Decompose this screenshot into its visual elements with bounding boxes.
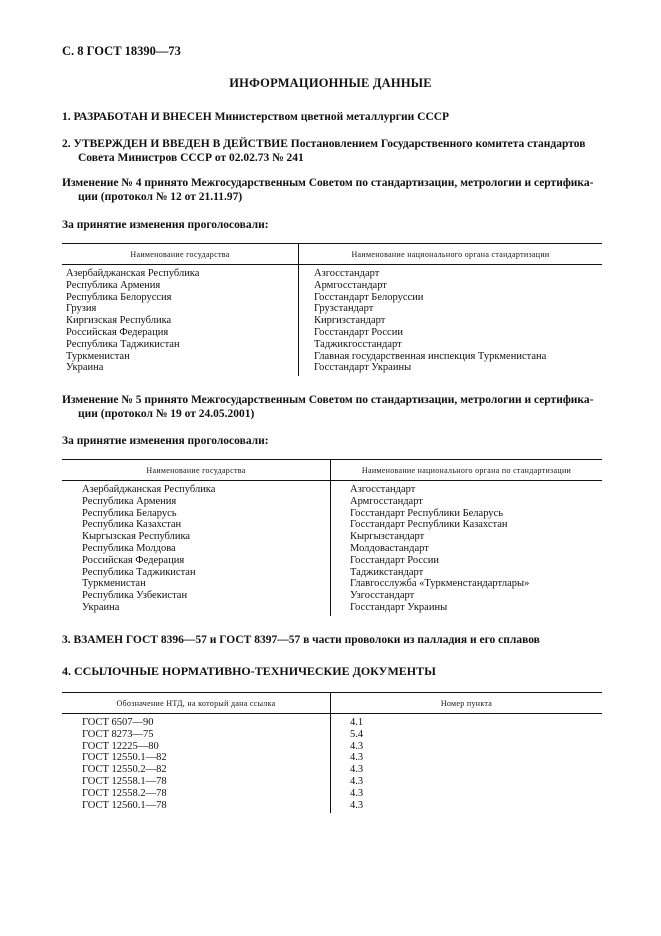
- list-item: ГОСТ 12558.1—78: [82, 775, 167, 787]
- list-item: Молдовастандарт: [350, 542, 429, 554]
- section-2-line1: УТВЕРЖДЕН И ВВЕДЕН В ДЕЙСТВИЕ Постановлением Государственного комитета стандартов: [73, 138, 586, 150]
- change-4-header-state: Наименование государства: [130, 249, 230, 259]
- list-item: Госстандарт Украины: [350, 601, 448, 613]
- section-1: [62, 110, 449, 124]
- list-item: 4.1: [350, 717, 364, 728]
- change-4-line2: ции (протокол № 12 от 21.11.97): [78, 191, 243, 203]
- list-item: Азгосстандарт: [350, 484, 416, 495]
- list-item: ГОСТ 12550.1—82: [82, 752, 167, 764]
- list-item: 4.3: [350, 764, 364, 776]
- page-reference: С. 8 ГОСТ 18390—73: [62, 44, 181, 58]
- list-item: Госстандарт России: [314, 326, 403, 338]
- list-item: Российская Федерация: [66, 326, 169, 338]
- references-table: [62, 692, 602, 813]
- section-3-number: 3.: [62, 634, 71, 646]
- list-item: Азербайджанская Республика: [82, 484, 216, 495]
- list-item: ГОСТ 12560.1—78: [82, 799, 167, 811]
- section-1-number: 1.: [62, 111, 71, 123]
- change-5-states-column: [62, 481, 331, 616]
- list-item: ГОСТ 6507—90: [82, 717, 154, 728]
- references-header-document: Обозначение НТД, на который дана ссылка: [116, 698, 276, 708]
- list-item: Азербайджанская Республика: [66, 268, 200, 279]
- list-item: Армгосстандарт: [314, 279, 387, 291]
- list-item: Республика Белоруссия: [66, 291, 172, 303]
- list-item: ГОСТ 12558.2—78: [82, 787, 167, 799]
- list-item: ГОСТ 12225—80: [82, 740, 159, 752]
- page-title: ИНФОРМАЦИОННЫЕ ДАННЫЕ: [229, 76, 432, 90]
- section-2: [62, 137, 622, 165]
- list-item: 4.3: [350, 740, 364, 752]
- change-5-table-header: [62, 460, 602, 481]
- section-4: [62, 664, 436, 678]
- list-item: Азгосстандарт: [314, 268, 380, 279]
- change-4-header-body: Наименование национального органа стандартизации: [299, 244, 603, 265]
- list-item: Главная государственная инспекция Туркменистана: [314, 350, 547, 362]
- section-4-text: ССЫЛОЧНЫЕ НОРМАТИВНО-ТЕХНИЧЕСКИЕ ДОКУМЕНТЫ: [74, 664, 436, 678]
- change-4-states-column: [62, 265, 299, 377]
- list-item: Республика Таджикистан: [66, 338, 180, 350]
- references-table-header: [62, 693, 602, 714]
- list-item: Главгосслужба «Туркменстандартлары»: [350, 578, 530, 590]
- list-item: Республика Армения: [82, 495, 177, 507]
- list-item: Таджикстандарт: [350, 566, 424, 578]
- list-item: Республика Казахстан: [82, 519, 182, 531]
- list-item: ГОСТ 12550.2—82: [82, 764, 167, 776]
- list-item: Госстандарт Республики Беларусь: [350, 507, 504, 519]
- change-5-line1: Изменение № 5 принято Межгосударственным Советом по стандартизации, метрологии и сертифика-: [62, 394, 594, 406]
- change-5-header-body: Наименование национального органа по стандартизации: [331, 460, 603, 481]
- list-item: Госстандарт Украины: [314, 362, 412, 374]
- list-item: 4.3: [350, 787, 364, 799]
- references-documents-column: [62, 714, 331, 814]
- list-item: 4.3: [350, 775, 364, 787]
- change-5-note: [62, 393, 622, 421]
- references-items-column: [331, 714, 603, 814]
- list-item: Республика Молдова: [82, 542, 176, 554]
- change-5-header-state: Наименование государства: [146, 465, 246, 475]
- list-item: Туркменистан: [66, 350, 130, 362]
- list-item: Грузия: [66, 303, 97, 315]
- list-item: Госстандарт Белоруссии: [314, 291, 424, 303]
- list-item: 4.3: [350, 799, 364, 811]
- list-item: Украина: [66, 362, 104, 374]
- change-4-voted-label: За принятие изменения проголосовали:: [62, 219, 269, 231]
- section-2-line2: Совета Министров СССР от 02.02.73 № 241: [78, 152, 304, 164]
- change-4-bodies-column: [299, 265, 603, 377]
- list-item: Украина: [82, 601, 120, 613]
- list-item: Таджикгосстандарт: [314, 338, 402, 350]
- references-header-item: Номер пункта: [331, 693, 603, 714]
- list-item: Республика Армения: [66, 279, 161, 291]
- change-5-table: [62, 459, 602, 616]
- list-item: 4.3: [350, 752, 364, 764]
- change-4-table-header: [62, 244, 602, 265]
- list-item: Республика Узбекистан: [82, 590, 188, 602]
- change-5-line2: ции (протокол № 19 от 24.05.2001): [78, 408, 255, 420]
- list-item: Киргизская Республика: [66, 315, 172, 327]
- list-item: Российская Федерация: [82, 554, 185, 566]
- list-item: Киргизстандарт: [314, 315, 386, 327]
- section-2-number: 2.: [62, 138, 71, 150]
- list-item: Кыргызстандарт: [350, 531, 425, 543]
- list-item: Республика Беларусь: [82, 507, 177, 519]
- list-item: Госстандарт Республики Казахстан: [350, 519, 508, 531]
- change-4-line1: Изменение № 4 принято Межгосударственным Советом по стандартизации, метрологии и сертифика-: [62, 177, 594, 189]
- change-5-bodies-column: [331, 481, 603, 616]
- list-item: Узгосстандарт: [350, 590, 415, 602]
- change-4-table: [62, 243, 602, 376]
- list-item: Грузстандарт: [314, 303, 374, 315]
- section-1-text: РАЗРАБОТАН И ВНЕСЕН Министерством цветной металлургии СССР: [73, 111, 450, 123]
- list-item: Кыргызская Республика: [82, 531, 191, 543]
- list-item: Туркменистан: [82, 578, 146, 590]
- section-3: [62, 633, 632, 647]
- change-4-note: [62, 176, 622, 204]
- list-item: 5.4: [350, 728, 364, 740]
- list-item: Республика Таджикистан: [82, 566, 196, 578]
- change-5-voted-label: За принятие изменения проголосовали:: [62, 435, 269, 447]
- list-item: Армгосстандарт: [350, 495, 423, 507]
- section-3-text: ВЗАМЕН ГОСТ 8396—57 и ГОСТ 8397—57 в части проволоки из палладия и его сплавов: [73, 634, 540, 646]
- section-4-number: 4.: [62, 664, 71, 678]
- list-item: Госстандарт России: [350, 554, 439, 566]
- list-item: ГОСТ 8273—75: [82, 728, 154, 740]
